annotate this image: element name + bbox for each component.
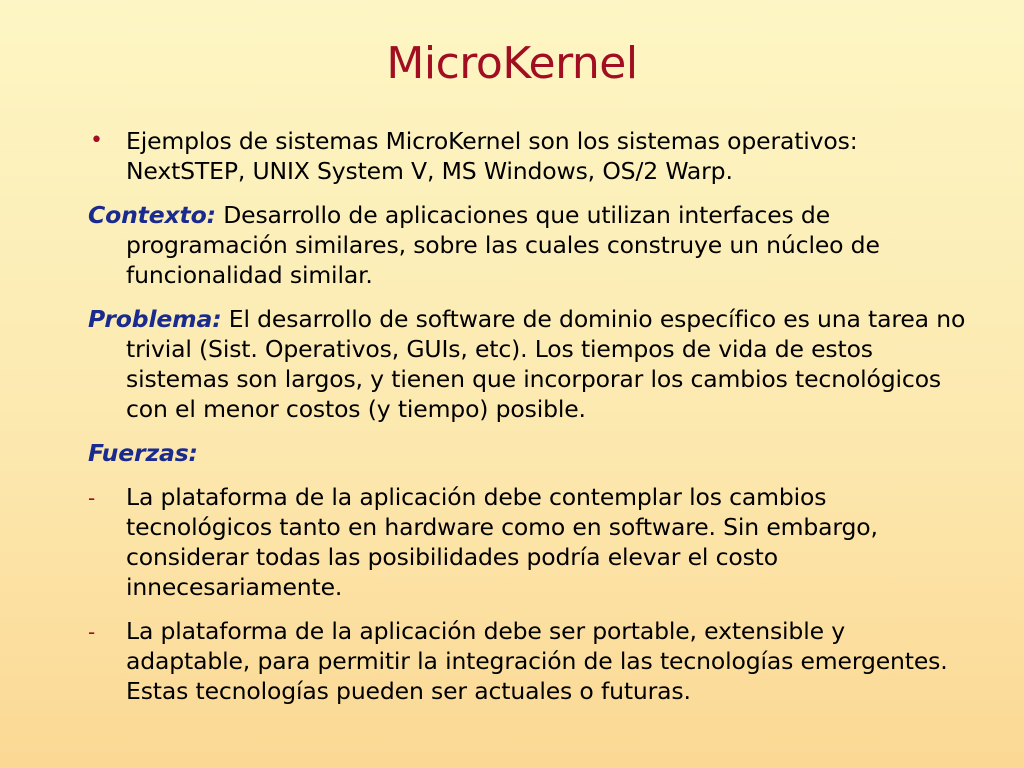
contexto-paragraph [88,200,968,290]
dash-marker: - [88,486,96,510]
slide-body [88,126,968,720]
fuerzas-heading [88,438,968,468]
intro-text: Ejemplos de sistemas MicroKernel son los sistemas operativos: NextSTEP, UNIX System V, MS Windows, OS/2 Warp. [126,127,858,185]
intro-bullet [88,126,968,186]
slide-title: MicroKernel [386,38,638,89]
contexto-label: Contexto: [88,201,216,229]
bullet-marker: • [90,128,103,153]
fuerzas-item-text: La plataforma de la aplicación debe contemplar los cambios tecnológicos tanto en hardware como en software. Sin embargo, considerar todas las posibilidades podría elevar el costo innecesariamente. [126,483,878,601]
problema-label: Problema: [88,305,222,333]
fuerzas-label: Fuerzas: [88,439,198,467]
fuerzas-item [88,616,968,706]
dash-marker: - [88,620,96,644]
contexto-text: Desarrollo de aplicaciones que utilizan interfaces de programación similares, sobre las cuales construye un núcleo de funcionalidad similar. [126,201,880,289]
fuerzas-item-text: La plataforma de la aplicación debe ser portable, extensible y adaptable, para permitir la integración de las tecnologías emergentes. Estas tecnologías pueden ser actuales o futuras. [126,617,948,705]
problema-text: El desarrollo de software de dominio específico es una tarea no trivial (Sist. Operativos, GUIs, etc). Los tiempos de vida de estos sistemas son largos, y tienen que incorporar los cambios tecnológicos con el menor costos (y tiempo) posible. [126,305,966,423]
fuerzas-item [88,482,968,602]
problema-paragraph [88,304,968,424]
